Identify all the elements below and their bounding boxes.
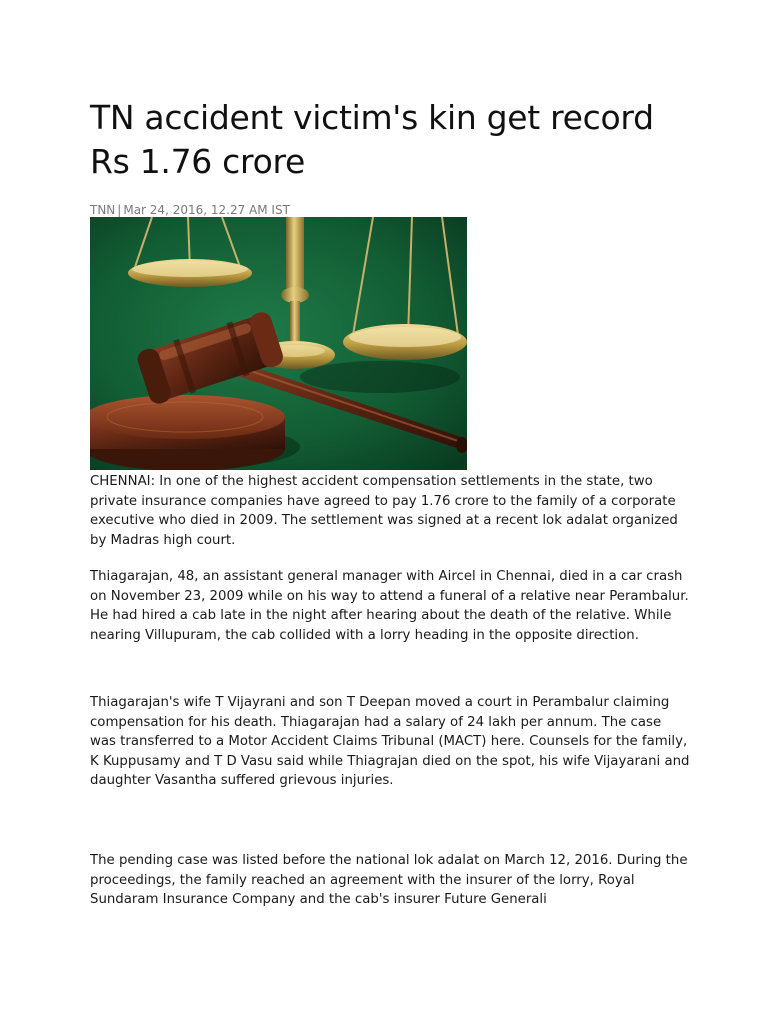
article-paragraph: The pending case was listed before the national lok adalat on March 12, 2016. During the proceedings, the family reached an agreement with the insurer of the lorry, Royal Sundaram Insurance Company and the cab's insurer Future Generali — [90, 853, 688, 907]
byline — [90, 202, 290, 218]
byline-date: Mar 24, 2016, 12.27 AM IST — [123, 203, 290, 217]
byline-source: TNN — [90, 203, 116, 217]
byline-separator: | — [117, 203, 122, 217]
headline: TN accident victim's kin get record Rs 1.76 crore — [90, 98, 654, 181]
gavel-and-scales-photo — [90, 217, 467, 470]
article-paragraph: Thiagarajan's wife T Vijayrani and son T Deepan moved a court in Perambalur claiming compensation for his death. Thiagarajan had a salary of 24 lakh per annum. The case was transferred to a Motor Accident Claims Tribunal (MACT) here. Counsels for the family, K Kuppusamy and T D Vasu said while Thiagrajan died on the spot, his wife Vijayarani and daughter Vasantha suffered grievous injuries. — [90, 695, 690, 788]
article-paragraph: Thiagarajan, 48, an assistant general manager with Aircel in Chennai, died in a car crash on November 23, 2009 while on his way to attend a funeral of a relative near Perambalur. He had hired a cab late in the night after hearing about the death of the relative. While nearing Villupuram, the cab collided with a lorry heading in the opposite direction. — [90, 569, 689, 643]
article-paragraph: CHENNAI: In one of the highest accident compensation settlements in the state, two private insurance companies have agreed to pay 1.76 crore to the family of a corporate executive who died in 2009. The settlement was signed at a recent lok adalat organized by Madras high court. — [90, 474, 678, 548]
